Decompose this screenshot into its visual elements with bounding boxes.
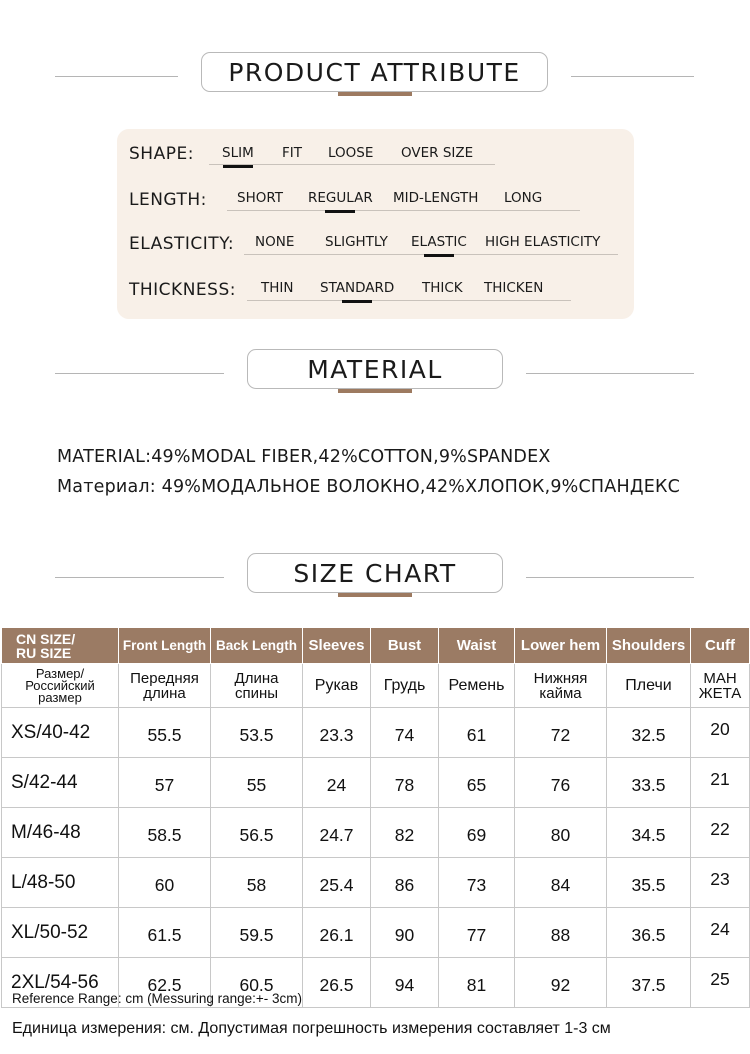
ru-header-line: Рукав — [314, 677, 359, 694]
option-over-size: OVER SIZE — [401, 145, 474, 161]
header-cell: Shoulders — [607, 628, 691, 664]
header-cell: Bust — [371, 628, 439, 664]
value-cell: 80 — [515, 808, 607, 858]
option-thick: THICK — [422, 280, 463, 296]
value-cell: 36.5 — [607, 908, 691, 958]
material-ru — [57, 477, 680, 497]
value-cell: 26.1 — [303, 908, 371, 958]
option-standard: STANDARD — [320, 280, 395, 296]
material-ru-label: Материал: — [57, 477, 156, 497]
value-cell: 24 — [303, 758, 371, 808]
ru-header-line: кайма — [539, 684, 582, 702]
value-cell: 81 — [439, 958, 515, 1008]
title-accent-bar — [338, 593, 412, 597]
value-cell: 84 — [515, 858, 607, 908]
value-cell: 25.4 — [303, 858, 371, 908]
section-title-material: MATERIAL — [247, 349, 503, 389]
option-thicken: THICKEN — [484, 280, 544, 296]
option-regular: REGULAR — [308, 190, 373, 206]
option-thin: THIN — [261, 280, 294, 296]
table-row — [2, 858, 750, 908]
attribute-label: LENGTH: — [129, 190, 207, 210]
material-ru-value: 49%МОДАЛЬНОЕ ВОЛОКНО,42%ХЛОПОК,9%СПАНДЕКС — [161, 477, 680, 497]
header-cn-ru-size — [2, 628, 119, 664]
reference-range-note: Reference Range: cm (Messuring range:+- 3cm) — [12, 991, 302, 1006]
attribute-row-thickness — [117, 277, 634, 317]
value-cell: 21 — [691, 758, 750, 808]
size-cell: XS/40-42 — [2, 708, 119, 758]
header-row-en — [2, 628, 750, 664]
product-attribute-header — [0, 52, 750, 102]
value-cell: 62.5 — [119, 958, 211, 1008]
size-chart-header — [0, 553, 750, 603]
value-cell: 23 — [691, 858, 750, 908]
material-en — [57, 447, 551, 467]
divider-left — [55, 577, 224, 578]
value-cell: 35.5 — [607, 858, 691, 908]
value-cell: 55.5 — [119, 708, 211, 758]
divider-left — [55, 373, 224, 374]
size-cell: M/46-48 — [2, 808, 119, 858]
option-short: SHORT — [237, 190, 283, 206]
option-slightly: SLIGHTLY — [325, 234, 388, 250]
title-accent-bar — [338, 92, 412, 96]
option-none: NONE — [255, 234, 295, 250]
table-row — [2, 758, 750, 808]
value-cell: 59.5 — [211, 908, 303, 958]
title-accent-bar — [338, 389, 412, 393]
ru-header-line: размер — [38, 689, 82, 705]
header-cell: Back Length — [211, 628, 303, 664]
value-cell: 77 — [439, 908, 515, 958]
value-cell: 61 — [439, 708, 515, 758]
value-cell: 37.5 — [607, 958, 691, 1008]
material-en-label: MATERIAL: — [57, 447, 152, 467]
attribute-row-shape — [117, 141, 634, 181]
value-cell: 22 — [691, 808, 750, 858]
ru-header-cell — [515, 664, 607, 708]
value-cell: 58.5 — [119, 808, 211, 858]
value-cell: 74 — [371, 708, 439, 758]
ru-header-cell — [371, 664, 439, 708]
value-cell: 94 — [371, 958, 439, 1008]
material-header — [0, 349, 750, 399]
ru-header-cell — [303, 664, 371, 708]
value-cell: 26.5 — [303, 958, 371, 1008]
attribute-rule — [247, 300, 571, 301]
value-cell: 32.5 — [607, 708, 691, 758]
ru-header-line: Размер/ — [35, 665, 85, 681]
section-title-attribute: PRODUCT ATTRIBUTE — [201, 52, 548, 92]
value-cell: 55 — [211, 758, 303, 808]
table-row — [2, 808, 750, 858]
material-en-value: 49%MODAL FIBER,42%COTTON,9%SPANDEX — [151, 447, 551, 467]
attribute-row-elasticity — [117, 231, 634, 271]
header-cell: Cuff — [691, 628, 750, 664]
value-cell: 65 — [439, 758, 515, 808]
value-cell: 56.5 — [211, 808, 303, 858]
header-line: CN SIZE/ — [16, 630, 76, 647]
section-title-size-chart: SIZE CHART — [247, 553, 503, 593]
table-row — [2, 908, 750, 958]
value-cell: 57 — [119, 758, 211, 808]
ru-header-line: Ремень — [448, 677, 505, 694]
value-cell: 24.7 — [303, 808, 371, 858]
value-cell: 78 — [371, 758, 439, 808]
value-cell: 73 — [439, 858, 515, 908]
divider-left — [55, 76, 178, 77]
divider-right — [526, 373, 694, 374]
value-cell: 33.5 — [607, 758, 691, 808]
ru-header-line: Российский — [25, 677, 95, 693]
ru-header-line: ЖЕТА — [698, 684, 742, 702]
size-chart-table — [1, 627, 750, 1008]
ru-header-line: Нижняя — [533, 669, 588, 687]
attribute-label: ELASTICITY: — [129, 234, 235, 254]
size-cell: S/42-44 — [2, 758, 119, 808]
option-mid-length: MID-LENGTH — [393, 190, 479, 206]
ru-header-line: Длина — [234, 669, 279, 687]
value-cell: 25 — [691, 958, 750, 1008]
measurement-note-ru: Единица измерения: см. Допустимая погрешность измерения составляет 1-3 см — [12, 1020, 611, 1037]
ru-header-cell — [439, 664, 515, 708]
value-cell: 34.5 — [607, 808, 691, 858]
value-cell: 88 — [515, 908, 607, 958]
option-loose: LOOSE — [328, 145, 374, 161]
ru-header-line: спины — [234, 684, 279, 702]
value-cell: 72 — [515, 708, 607, 758]
value-cell: 90 — [371, 908, 439, 958]
option-long: LONG — [504, 190, 543, 206]
header-line: RU SIZE — [16, 644, 72, 661]
header-cell: Waist — [439, 628, 515, 664]
size-cell: L/48-50 — [2, 858, 119, 908]
value-cell: 23.3 — [303, 708, 371, 758]
ru-header-line: МАН — [703, 669, 737, 687]
ru-header-line: Плечи — [625, 677, 672, 694]
header-cell: Sleeves — [303, 628, 371, 664]
size-cell: 2XL/54-56 — [2, 958, 119, 1008]
ru-header-cell — [119, 664, 211, 708]
value-cell: 60.5 — [211, 958, 303, 1008]
attribute-rule — [227, 210, 580, 211]
ru-header-cell — [691, 664, 750, 708]
value-cell: 61.5 — [119, 908, 211, 958]
ru-header-cell — [211, 664, 303, 708]
value-cell: 24 — [691, 908, 750, 958]
ru-header-line: Грудь — [383, 677, 426, 694]
value-cell: 53.5 — [211, 708, 303, 758]
value-cell: 86 — [371, 858, 439, 908]
ru-header-cell — [607, 664, 691, 708]
attribute-label: SHAPE: — [129, 144, 194, 164]
ru-header-line: Передняя — [130, 669, 199, 687]
ru-header-line: длина — [143, 684, 186, 702]
option-elastic: ELASTIC — [411, 234, 467, 250]
value-cell: 82 — [371, 808, 439, 858]
attribute-panel — [117, 129, 634, 319]
header-row-ru — [2, 664, 750, 708]
value-cell: 58 — [211, 858, 303, 908]
divider-right — [526, 577, 694, 578]
value-cell: 69 — [439, 808, 515, 858]
ru-size-header — [2, 664, 119, 708]
value-cell: 60 — [119, 858, 211, 908]
attribute-row-length — [117, 187, 634, 227]
option-high-elasticity: HIGH ELASTICITY — [485, 234, 601, 250]
divider-right — [571, 76, 694, 77]
option-slim: SLIM — [222, 145, 254, 161]
value-cell: 92 — [515, 958, 607, 1008]
size-cell: XL/50-52 — [2, 908, 119, 958]
table-row — [2, 708, 750, 758]
option-fit: FIT — [282, 145, 302, 161]
header-cell: Front Length — [119, 628, 211, 664]
value-cell: 20 — [691, 708, 750, 758]
attribute-label: THICKNESS: — [129, 280, 236, 300]
header-cell: Lower hem — [515, 628, 607, 664]
value-cell: 76 — [515, 758, 607, 808]
